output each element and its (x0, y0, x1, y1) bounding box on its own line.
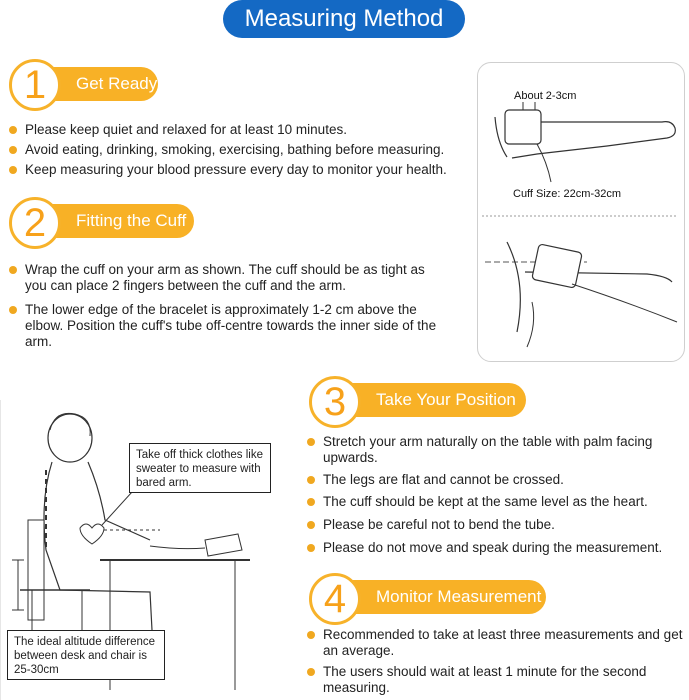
cuff-width-label: About 2-3cm (514, 90, 577, 102)
step-4-number: 4 (309, 573, 361, 625)
step-3-bullet: The cuff should be kept at the same level as the heart. (307, 494, 689, 510)
step-1-title: Get Ready (46, 67, 158, 101)
step-3-bullet: Please do not move and speak during the measurement. (307, 540, 689, 556)
step-3-bullet: Please be careful not to bend the tube. (307, 517, 689, 533)
step-4-bullet: Recommended to take at least three measurements and get an average. (307, 627, 683, 659)
step-2-bullet: The lower edge of the bracelet is approximately 1-2 cm above the elbow. Position the cuff's tube off-centre towards the inner side of the arm. (9, 302, 445, 350)
step-2-title: Fitting the Cuff (46, 204, 194, 238)
step-1-bullet: Avoid eating, drinking, smoking, exercising, bathing before measuring. (9, 142, 495, 158)
step-2-bullet: Wrap the cuff on your arm as shown. The cuff should be as tight as you can place 2 fingers between the cuff and the arm. (9, 262, 435, 294)
step-4-title: Monitor Measurement (346, 580, 546, 614)
page-title: Measuring Method (223, 0, 465, 38)
arm-cuff-illustration (477, 62, 683, 360)
cuff-size-label: Cuff Size: 22cm-32cm (513, 188, 622, 200)
step-3-title: Take Your Position (346, 383, 526, 417)
clothes-callout: Take off thick clothes like sweater to measure with bared arm. (129, 443, 271, 493)
step-1-bullet: Keep measuring your blood pressure every day to monitor your health. (9, 162, 495, 178)
step-4-bullet: The users should wait at least 1 minute for the second measuring. (307, 664, 689, 696)
step-3-bullet: Stretch your arm naturally on the table with palm facing upwards. (307, 434, 689, 466)
altitude-callout: The ideal altitude difference between desk and chair is 25-30cm (7, 630, 165, 680)
step-3-bullet: The legs are flat and cannot be crossed. (307, 472, 689, 488)
step-1-bullet: Please keep quiet and relaxed for at least 10 minutes. (9, 122, 485, 138)
step-1-number: 1 (9, 59, 61, 111)
step-2-number: 2 (9, 197, 61, 249)
step-3-number: 3 (309, 376, 361, 428)
